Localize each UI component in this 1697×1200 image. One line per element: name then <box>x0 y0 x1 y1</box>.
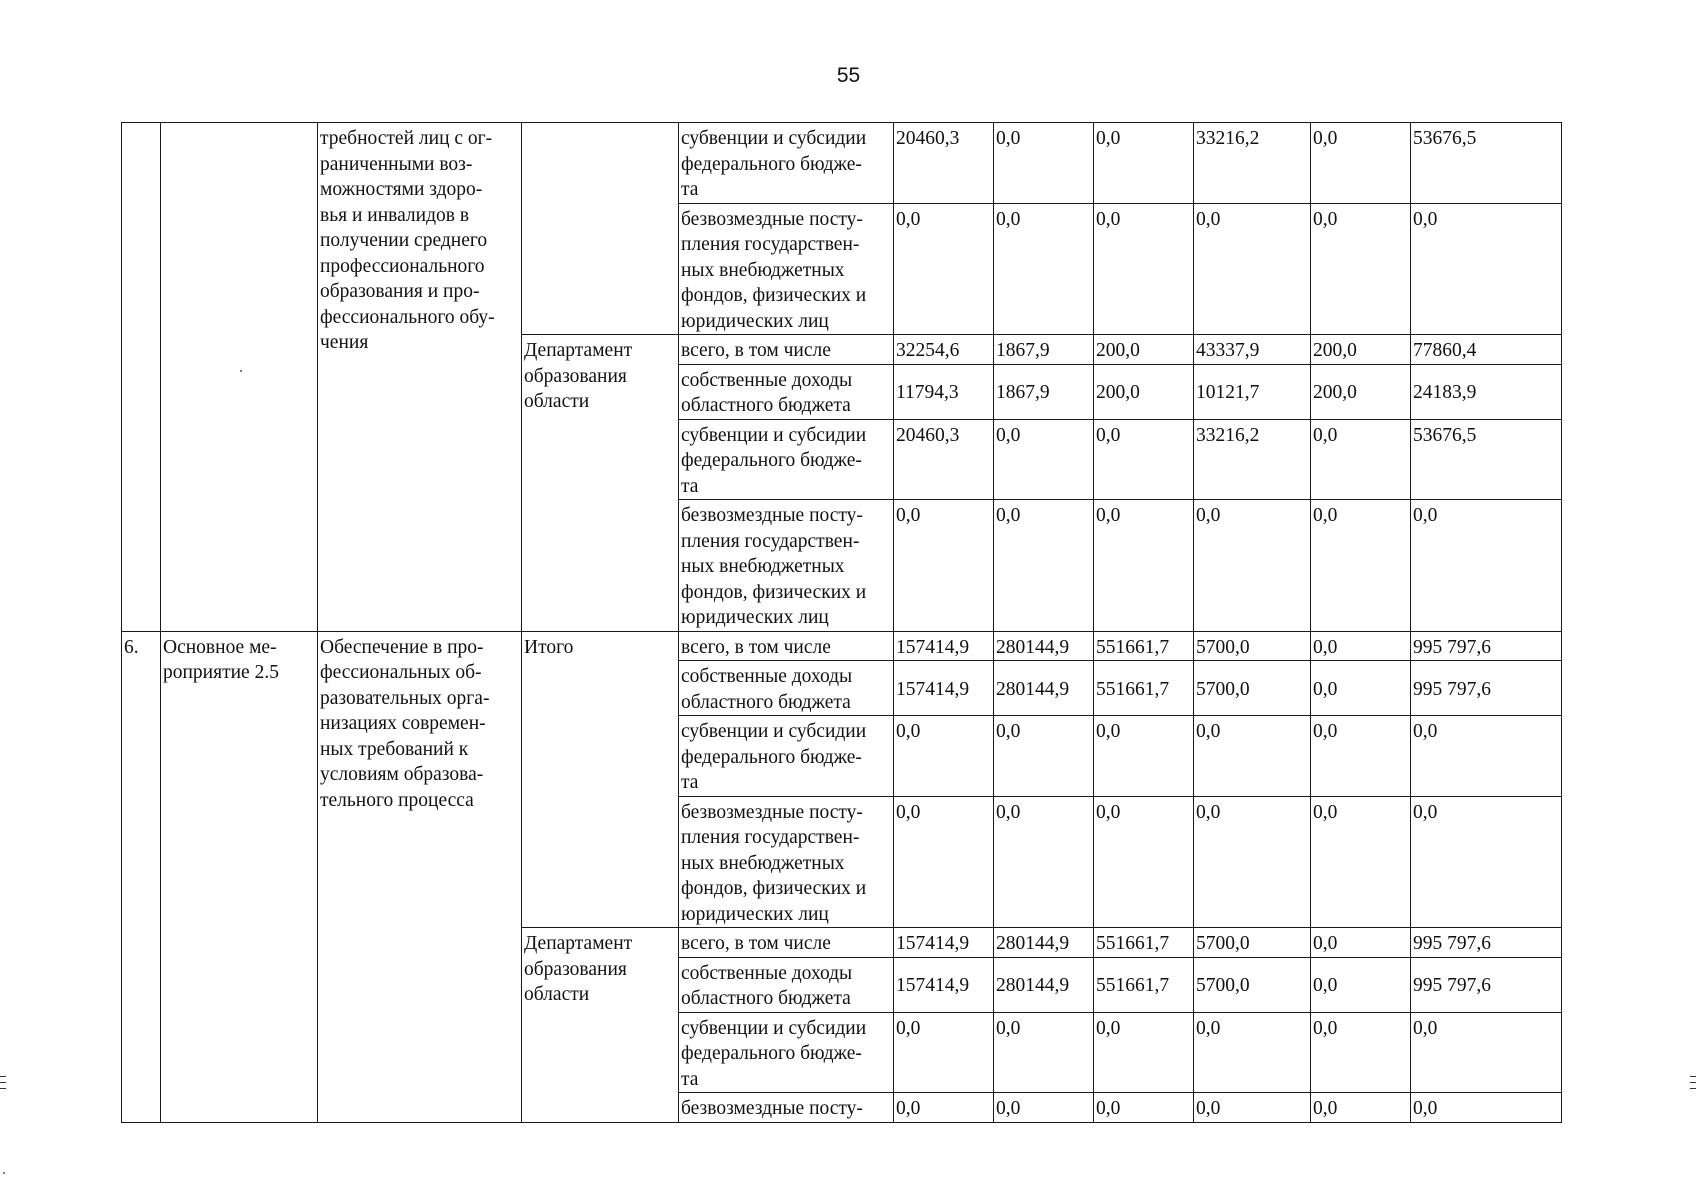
scan-edge-mark <box>1690 1088 1696 1089</box>
scan-edge-mark <box>1690 1076 1696 1077</box>
value-cell: 551661,7 <box>1094 661 1194 716</box>
value-cell: 280144,9 <box>994 957 1094 1012</box>
funding-source-cell: собственные доходы областного бюджета <box>679 364 894 419</box>
value-cell: 5700,0 <box>1194 631 1311 661</box>
value-cell: 0,0 <box>994 796 1094 928</box>
value-cell: 0,0 <box>1411 1012 1562 1093</box>
value-cell: 10121,7 <box>1194 364 1311 419</box>
value-cell: 0,0 <box>894 1012 994 1093</box>
value-cell: 0,0 <box>994 1093 1094 1123</box>
scan-edge-mark <box>0 1082 6 1083</box>
value-cell: 0,0 <box>1194 1093 1311 1123</box>
value-cell: 0,0 <box>1411 203 1562 335</box>
table-row <box>122 631 1562 661</box>
value-cell: 0,0 <box>894 796 994 928</box>
value-cell: 551661,7 <box>1094 928 1194 958</box>
funding-source-cell: безвозмездные посту- <box>679 1093 894 1123</box>
value-cell: 0,0 <box>1411 716 1562 797</box>
scan-edge-mark <box>0 1076 6 1077</box>
value-cell: 0,0 <box>1094 500 1194 632</box>
funding-source-cell: безвозмездные посту- пления государствен- ных внебюджетных фондов, физических и юридических лиц <box>679 796 894 928</box>
value-cell: 53676,5 <box>1411 419 1562 500</box>
value-cell: 0,0 <box>1194 796 1311 928</box>
value-cell: 20460,3 <box>894 123 994 204</box>
value-cell: 20460,3 <box>894 419 994 500</box>
funding-source-cell: всего, в том числе <box>679 631 894 661</box>
funding-source-cell: собственные доходы областного бюджета <box>679 957 894 1012</box>
value-cell: 280144,9 <box>994 631 1094 661</box>
value-cell: 157414,9 <box>894 631 994 661</box>
value-cell: 0,0 <box>894 716 994 797</box>
funding-source-cell: всего, в том числе <box>679 335 894 365</box>
value-cell: 33216,2 <box>1194 123 1311 204</box>
value-cell: 0,0 <box>1094 419 1194 500</box>
value-cell: 5700,0 <box>1194 928 1311 958</box>
value-cell: 53676,5 <box>1411 123 1562 204</box>
funding-source-cell: субвенции и субсидии федерального бюдже- та <box>679 716 894 797</box>
value-cell: 1867,9 <box>994 335 1094 365</box>
budget-table <box>121 122 1562 1123</box>
executor-cell: Итого <box>522 631 679 928</box>
value-cell: 0,0 <box>1094 123 1194 204</box>
value-cell: 0,0 <box>1094 203 1194 335</box>
funding-source-cell: субвенции и субсидии федерального бюдже- та <box>679 123 894 204</box>
value-cell: 0,0 <box>1311 1093 1411 1123</box>
value-cell: 0,0 <box>994 500 1094 632</box>
value-cell: 0,0 <box>1094 1012 1194 1093</box>
value-cell: 0,0 <box>1411 796 1562 928</box>
value-cell: 0,0 <box>1411 1093 1562 1123</box>
table-body <box>122 123 1562 1123</box>
value-cell: 0,0 <box>1311 203 1411 335</box>
value-cell: 0,0 <box>994 1012 1094 1093</box>
value-cell: 5700,0 <box>1194 957 1311 1012</box>
value-cell: 995 797,6 <box>1411 631 1562 661</box>
funding-source-cell: собственные доходы областного бюджета <box>679 661 894 716</box>
row-number-cell: 6. <box>122 631 161 1122</box>
value-cell: 0,0 <box>1311 500 1411 632</box>
value-cell: 995 797,6 <box>1411 957 1562 1012</box>
value-cell: 5700,0 <box>1194 661 1311 716</box>
event-title-cell: Обеспечение в про- фессиональных об- разовательных орга- низациях современ- ных требований к условиям образова- тельного процесса <box>318 631 522 1122</box>
row-number-cell <box>122 123 161 632</box>
value-cell: 0,0 <box>1311 928 1411 958</box>
value-cell: 0,0 <box>994 716 1094 797</box>
value-cell: 1867,9 <box>994 364 1094 419</box>
page-number: 55 <box>836 64 861 87</box>
value-cell: 200,0 <box>1311 364 1411 419</box>
value-cell: 0,0 <box>894 1093 994 1123</box>
value-cell: 0,0 <box>1094 796 1194 928</box>
value-cell: 0,0 <box>1194 500 1311 632</box>
value-cell: 200,0 <box>1311 335 1411 365</box>
value-cell: 11794,3 <box>894 364 994 419</box>
funding-source-cell: субвенции и субсидии федерального бюдже- та <box>679 419 894 500</box>
value-cell: 0,0 <box>994 123 1094 204</box>
table-row <box>122 123 1562 204</box>
funding-source-cell: всего, в том числе <box>679 928 894 958</box>
value-cell: 0,0 <box>1311 716 1411 797</box>
event-name-cell: Основное ме- роприятие 2.5 <box>161 631 318 1122</box>
value-cell: 33216,2 <box>1194 419 1311 500</box>
value-cell: 551661,7 <box>1094 957 1194 1012</box>
event-title-cell: требностей лиц с ог- раниченными воз- можностями здоро- вья и инвалидов в получении среднего профессионального образования и про- фессионального обу- чения <box>318 123 522 632</box>
value-cell: 0,0 <box>894 203 994 335</box>
value-cell: 0,0 <box>994 203 1094 335</box>
value-cell: 0,0 <box>1311 661 1411 716</box>
value-cell: 157414,9 <box>894 661 994 716</box>
value-cell: 280144,9 <box>994 928 1094 958</box>
value-cell: 0,0 <box>1194 1012 1311 1093</box>
value-cell: 0,0 <box>994 419 1094 500</box>
value-cell: 995 797,6 <box>1411 928 1562 958</box>
value-cell: 0,0 <box>894 500 994 632</box>
value-cell: 0,0 <box>1311 1012 1411 1093</box>
value-cell: 995 797,6 <box>1411 661 1562 716</box>
value-cell: 0,0 <box>1311 631 1411 661</box>
event-name-cell <box>161 123 318 632</box>
value-cell: 0,0 <box>1194 716 1311 797</box>
value-cell: 32254,6 <box>894 335 994 365</box>
value-cell: 0,0 <box>1094 716 1194 797</box>
value-cell: 551661,7 <box>1094 631 1194 661</box>
funding-source-cell: безвозмездные посту- пления государствен- ных внебюджетных фондов, физических и юридических лиц <box>679 203 894 335</box>
value-cell: 157414,9 <box>894 928 994 958</box>
value-cell: 0,0 <box>1311 123 1411 204</box>
scan-speck <box>240 370 242 372</box>
value-cell: 200,0 <box>1094 335 1194 365</box>
value-cell: 0,0 <box>1311 796 1411 928</box>
value-cell: 280144,9 <box>994 661 1094 716</box>
scan-edge-mark <box>0 1088 6 1089</box>
funding-source-cell: безвозмездные посту- пления государствен- ных внебюджетных фондов, физических и юридических лиц <box>679 500 894 632</box>
value-cell: 200,0 <box>1094 364 1194 419</box>
value-cell: 77860,4 <box>1411 335 1562 365</box>
scan-edge-mark <box>1690 1082 1696 1083</box>
executor-cell <box>522 123 679 335</box>
value-cell: 24183,9 <box>1411 364 1562 419</box>
value-cell: 0,0 <box>1311 957 1411 1012</box>
scan-speck <box>3 1172 5 1174</box>
executor-cell: Департамент образования области <box>522 335 679 632</box>
value-cell: 0,0 <box>1094 1093 1194 1123</box>
funding-source-cell: субвенции и субсидии федерального бюдже- та <box>679 1012 894 1093</box>
value-cell: 0,0 <box>1311 419 1411 500</box>
executor-cell: Департамент образования области <box>522 928 679 1123</box>
value-cell: 157414,9 <box>894 957 994 1012</box>
value-cell: 0,0 <box>1194 203 1311 335</box>
value-cell: 0,0 <box>1411 500 1562 632</box>
value-cell: 43337,9 <box>1194 335 1311 365</box>
